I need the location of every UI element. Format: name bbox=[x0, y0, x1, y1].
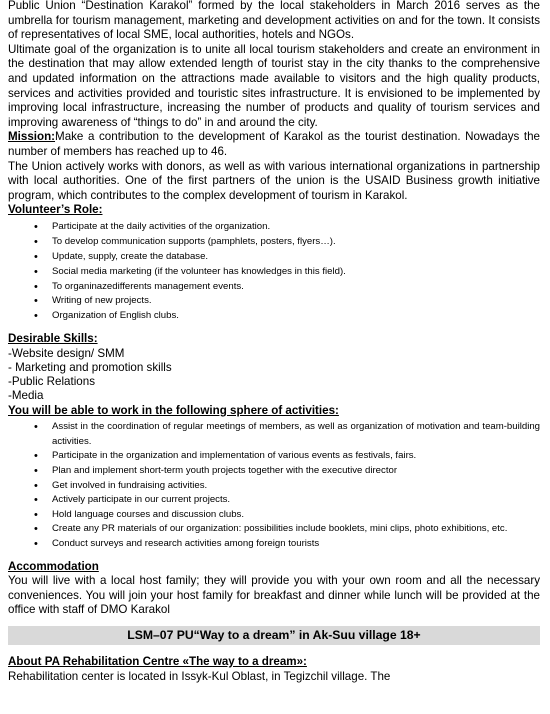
list-item: • Organization of English clubs. bbox=[8, 309, 540, 324]
project-banner: LSM–07 PU“Way to a dream” in Ak-Suu village 18+ bbox=[8, 626, 540, 645]
sphere-title: You will be able to work in the following sphere of activities: bbox=[8, 403, 339, 417]
list-item: • To develop communication supports (pamphlets, posters, flyers…). bbox=[8, 235, 540, 250]
list-item: • Participate in the organization and implementation of various events as festivals, fairs. bbox=[8, 449, 540, 464]
about-title: About PA Rehabilitation Centre «The way to a dream»: bbox=[8, 654, 307, 668]
mission-paragraph bbox=[8, 130, 540, 159]
intro-paragraph-2: Ultimate goal of the organization is to unite all local tourism stakeholders and create an environment in the destination that may allow extended length of tourist stay in the city thanks to the comprehensive and updated information on the attractions made available to visitors and the high quality products, services and activities provided and touristic sites infrastructure. It is envisioned to be implemented by improving local infrastructure, increasing the number of products and quality of tourism services and improving awareness of “things to do” in and around the city. bbox=[8, 42, 540, 129]
list-item: • Update, supply, create the database. bbox=[8, 250, 540, 265]
list-item: - Marketing and promotion skills bbox=[8, 361, 172, 375]
list-item: • Create any PR materials of our organization: possibilities include booklets, mini clips, photo exhibitions, etc. bbox=[8, 522, 540, 537]
list-item: • Plan and implement short-term youth projects together with the executive director bbox=[8, 464, 540, 479]
list-item: • Get involved in fundraising activities. bbox=[8, 479, 540, 494]
mission-paragraph-2: The Union actively works with donors, as well as with various international organizations in partnership with local authorities. One of the first partners of the union is the USAID Business growth initiative program, which contributes to the complex development of tourism in Karakol. bbox=[8, 159, 540, 202]
intro-paragraph-1: Public Union “Destination Karakol” formed by the local stakeholders in March 2016 serves as the umbrella for tourism management, marketing and development activities on and for the town. It consists of representatives of local SME, local authorities, hotels and NGOs. bbox=[8, 0, 540, 42]
accommodation-title: Accommodation bbox=[8, 559, 99, 573]
mission-text: Make a contribution to the development of Karakol as the tourist destination. Nowadays the number of members has reached up to 46. bbox=[8, 130, 540, 158]
list-item: • Actively participate in our current projects. bbox=[8, 493, 540, 508]
list-item: -Media bbox=[8, 389, 44, 403]
list-item: • Hold language courses and discussion clubs. bbox=[8, 508, 540, 523]
accommodation-text: You will live with a local host family; they will provide you with your own room and all the necessary conveniences. You will join your host family for breakfast and dinner while lunch will be provided at the office with staff of DMO Karakol bbox=[8, 574, 540, 617]
list-item: -Public Relations bbox=[8, 375, 95, 389]
sphere-list bbox=[8, 420, 540, 551]
about-text: Rehabilitation center is located in Issyk-Kul Oblast, in Tegizchil village. The bbox=[8, 669, 391, 683]
list-item: • Writing of new projects. bbox=[8, 294, 540, 309]
mission-label: Mission: bbox=[8, 130, 56, 144]
skills-title: Desirable Skills: bbox=[8, 332, 98, 346]
list-item: -Website design/ SMM bbox=[8, 346, 125, 360]
list-item: • Conduct surveys and research activities among foreign tourists bbox=[8, 537, 540, 552]
volunteer-role-title: Volunteer’s Role: bbox=[8, 203, 103, 217]
list-item: • Assist in the coordination of regular meetings of members, as well as organization of motivation and team-building activities. bbox=[8, 420, 540, 449]
list-item: • Social media marketing (if the volunteer has knowledges in this field). bbox=[8, 265, 540, 280]
skills-list bbox=[8, 347, 540, 404]
list-item: • To organinazedifferents management events. bbox=[8, 280, 540, 295]
volunteer-role-list bbox=[8, 220, 540, 324]
list-item: • Participate at the daily activities of the organization. bbox=[8, 220, 540, 235]
